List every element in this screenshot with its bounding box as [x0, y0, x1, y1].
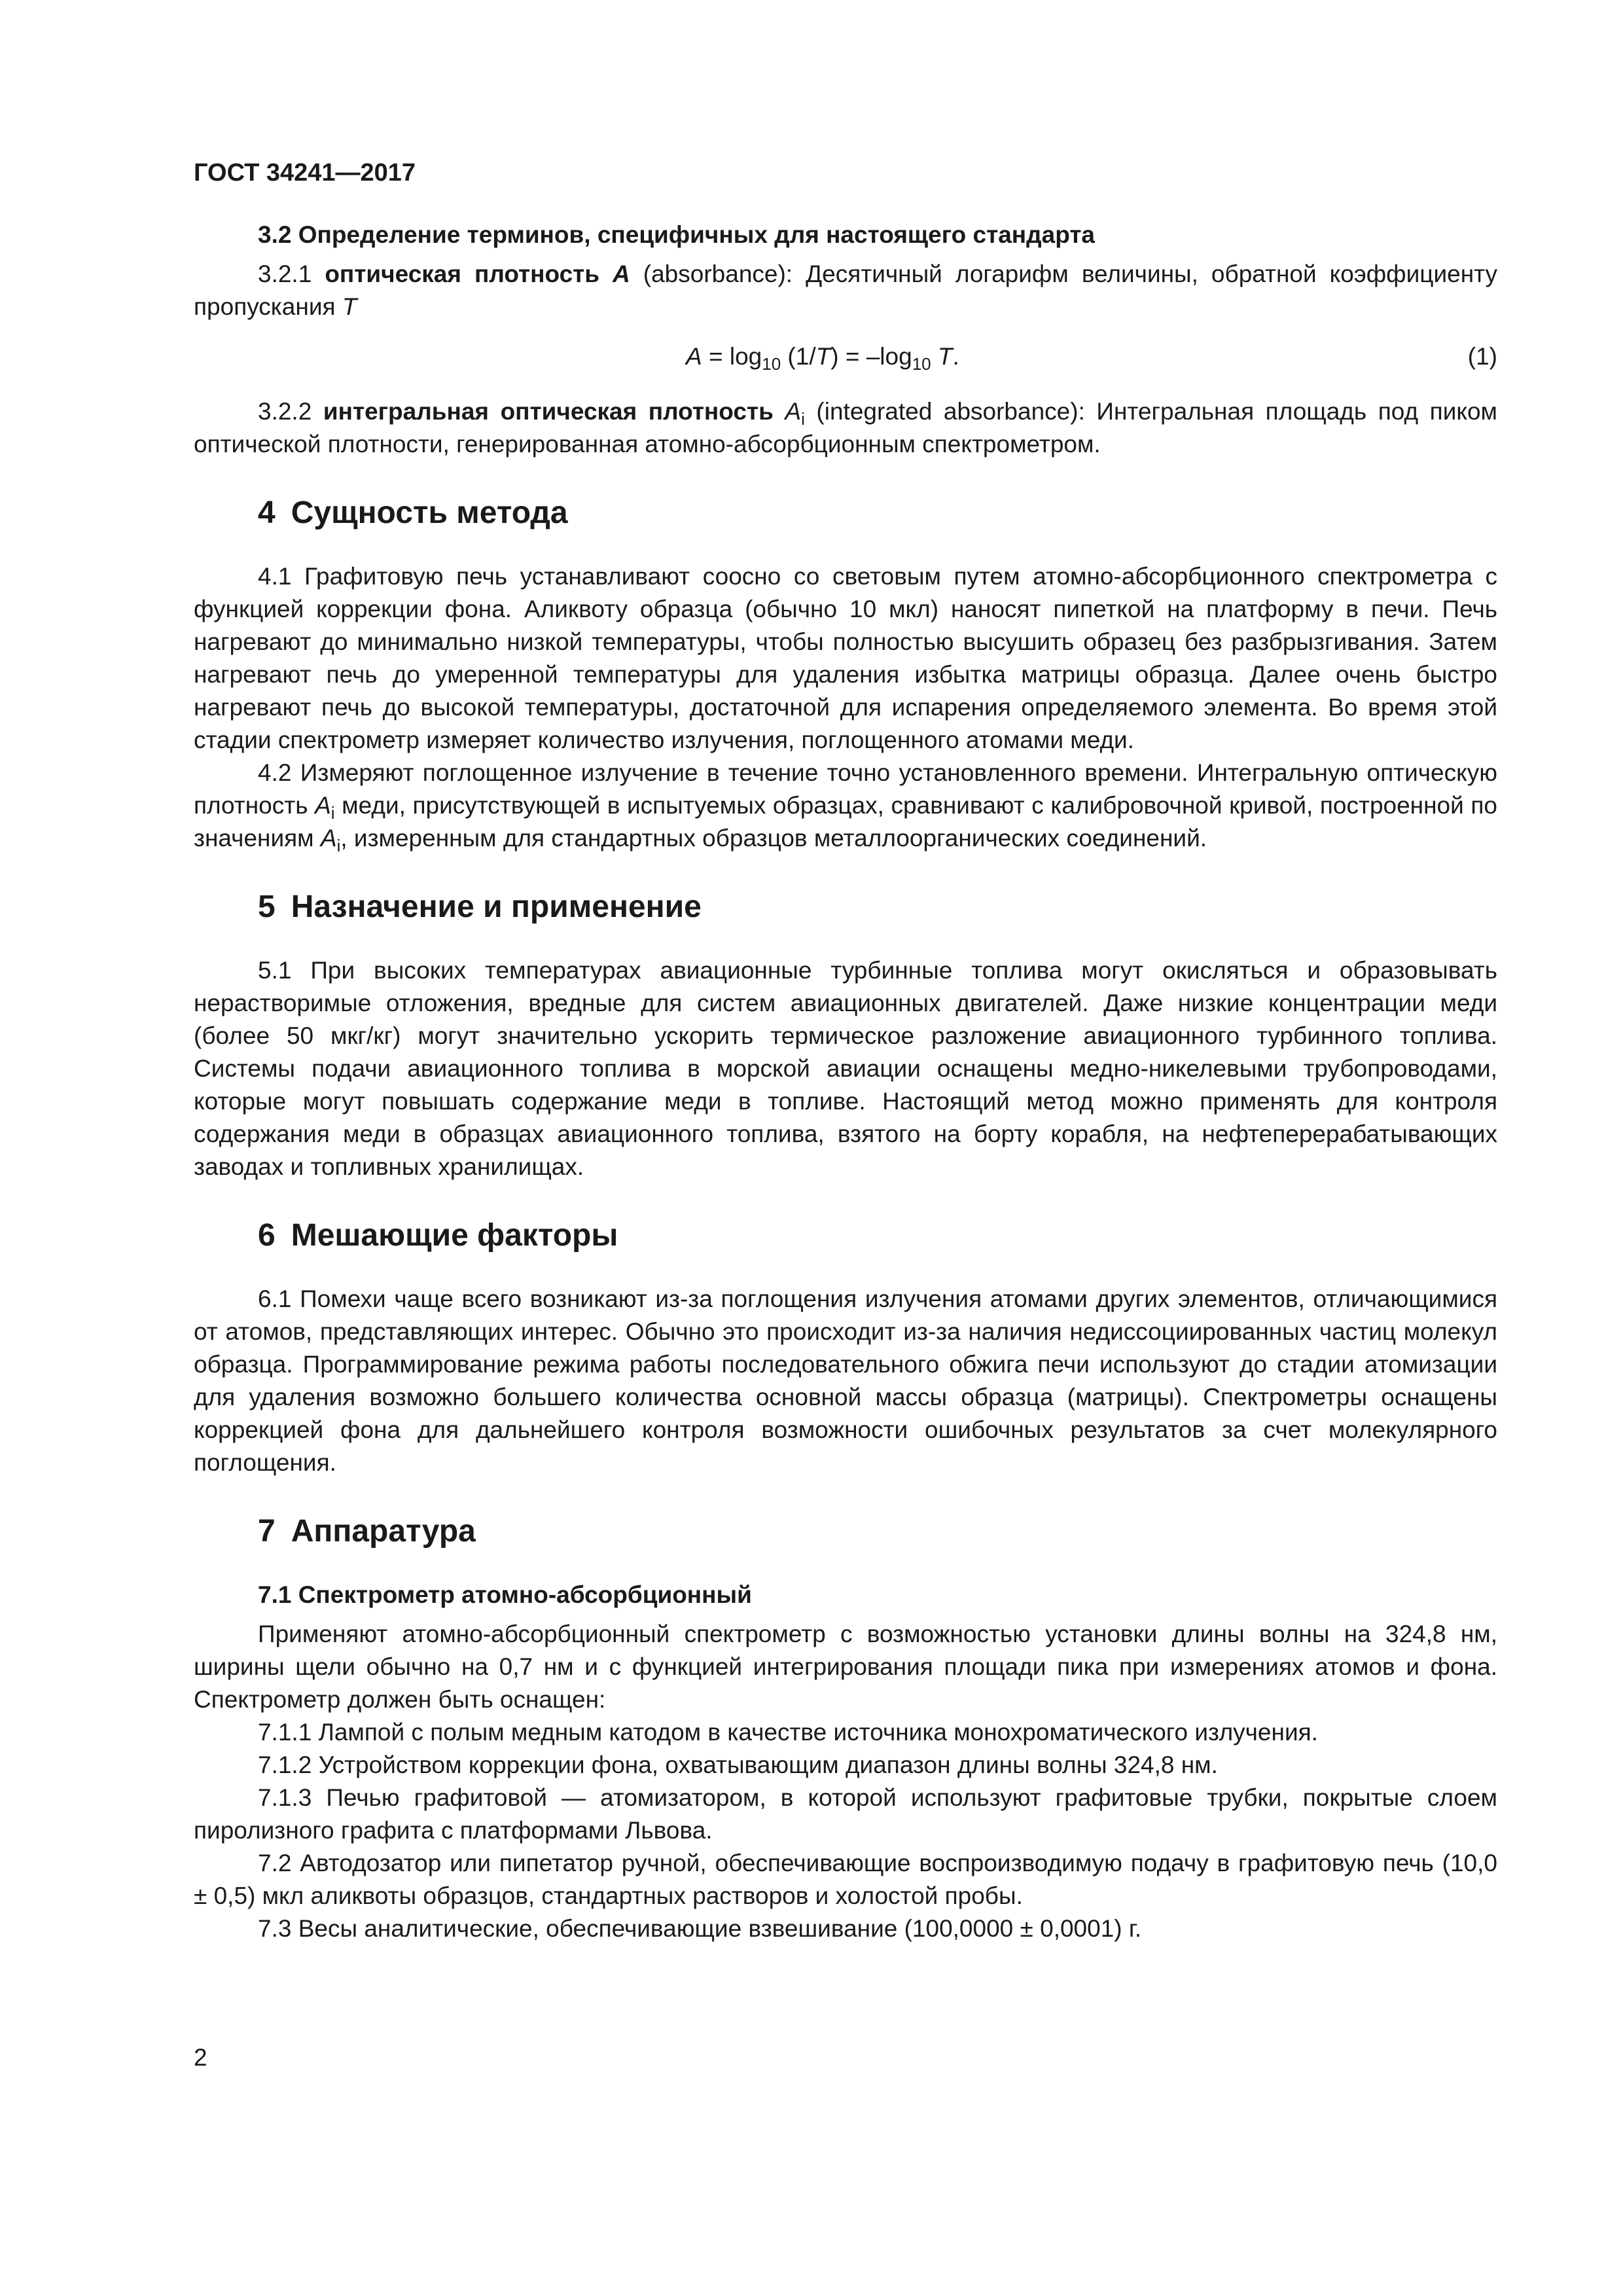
formula-part: (1/: [781, 343, 816, 370]
paragraph-6-1: 6.1 Помехи чаще всего возникают из-за поглощения излучения атомами других элементов, отличающимися от атомов, представляющих интерес. Обычно это происходит из-за наличия недиссоциированных частиц молекул образца. Программирование режима работы последовательного обжига печи используют до стадии атомизации для удаления возможно большего количества основной массы образца (матрицы). Спектрометры оснащены коррекцией фона для дальнейшего контроля возможности ошибочных результатов за счет молекулярного поглощения.: [194, 1285, 1497, 1476]
text: 4.2 Измеряют поглощенное излучение в течение точно установленного времени. Интегральную оптическую плотность: [194, 759, 1497, 819]
formula-1: [194, 340, 1497, 373]
section-4-heading: [258, 493, 1497, 533]
document-code: ГОСТ 34241—2017: [194, 159, 416, 187]
formula-symbol: Т: [937, 343, 953, 370]
paragraph-7-2: 7.2 Автодозатор или пипетатор ручной, обеспечивающие воспроизводимую подачу в графитовую печь (10,0 ± 0,5) мкл аликвоты образцов, стандартных растворов и холостой пробы.: [194, 1850, 1497, 1909]
formula-symbol: Т: [815, 343, 831, 370]
subsection-7-1-heading: 7.1 Спектрометр атомно-абсорбционный: [258, 1581, 752, 1608]
section-title: Аппаратура: [291, 1514, 476, 1549]
paragraph-5-1: 5.1 При высоких температурах авиационные турбинные топлива могут окисляться и образовывать нерастворимые отложения, вредные для систем авиационных двигателей. Даже низкие концентрации меди (более 50 мкг/кг) могут значительно ускорить термическое разложение авиационного турбинного топлива. Системы подачи авиационного топлива в морской авиации оснащены медно-никелевыми трубопроводами, которые могут повышать содержание меди в топливе. Настоящий метод можно применять для контроля содержания меди в образцах авиационного топлива, взятого на борту корабля, на нефтеперерабатывающих заводах и топливных хранилищах.: [194, 957, 1497, 1180]
formula-part: [931, 343, 938, 370]
clause-number: 3.2.2: [258, 398, 323, 425]
section-number: 5: [258, 889, 276, 924]
definition-text: (absorbance): Десятичный логарифм величины, обратной коэффициенту пропускания: [194, 260, 1498, 320]
paragraph-7-1-1: 7.1.1 Лампой с полым медным катодом в качестве источника монохроматического излучения.: [258, 1719, 1318, 1746]
clause-number: 3.2.1: [258, 260, 325, 287]
section-number: 6: [258, 1218, 276, 1253]
section-5-heading: [258, 888, 1497, 927]
symbol: Т: [342, 293, 357, 320]
subsection-3-2-heading: 3.2 Определение терминов, специфичных для настоящего стандарта: [258, 221, 1096, 248]
formula-subscript: 10: [912, 354, 931, 374]
document-page: [194, 157, 1497, 1945]
symbol: А: [785, 398, 802, 425]
paragraph-4-1: 4.1 Графитовую печь устанавливают соосно со световым путем атомно-абсорбционного спектрометра с функцией коррекции фона. Аликвоту образца (обычно 10 мкл) наносят пипеткой на платформу в печи. Печь нагревают до минимально низкой температуры, чтобы полностью высушить образец без разбрызгивания. Затем нагревают печь до умеренной температуры для удаления избытка матрицы образца. Далее очень быстро нагревают печь до высокой температуры, достаточной для испарения определяемого элемента. Во время этой стадии спектрометр измеряет количество излучения, поглощенного атомами меди.: [194, 563, 1497, 753]
section-7-heading: [258, 1512, 1497, 1551]
section-title: Мешающие факторы: [291, 1218, 618, 1253]
paragraph-7-3: 7.3 Весы аналитические, обеспечивающие взвешивание (100,0000 ± 0,0001) г.: [258, 1915, 1142, 1942]
page-number: 2: [194, 2044, 207, 2071]
formula-expression: [686, 340, 959, 373]
section-title: Сущность метода: [291, 495, 568, 530]
symbol: А: [315, 792, 331, 819]
paragraph-4-2: [194, 757, 1497, 855]
paragraph-7-1-2: 7.1.2 Устройством коррекции фона, охватывающим диапазон длины волны 324,8 нм.: [258, 1751, 1218, 1778]
paragraph-7-1-3: 7.1.3 Печью графитовой — атомизатором, в которой используют графитовые трубки, покрытые слоем пиролизного графита с платформами Львова.: [194, 1784, 1497, 1844]
section-number: 7: [258, 1514, 276, 1549]
subscript: i: [801, 409, 805, 429]
paragraph-3-2-1: [194, 258, 1497, 323]
subscript: i: [330, 803, 335, 823]
text: меди, присутствующей в испытуемых образцах, сравнивают с калибровочной кривой, построенной по значениям: [194, 792, 1498, 852]
formula-subscript: 10: [762, 354, 781, 374]
formula-part: ) = –log: [830, 343, 912, 370]
definition-text: (integrated absorbance): Интегральная площадь под пиком оптической плотности, генерированная атомно-абсорбционным спектрометром.: [194, 398, 1497, 457]
section-6-heading: [258, 1216, 1497, 1255]
paragraph-3-2-2: [194, 395, 1497, 461]
text: , измеренным для стандартных образцов металлоорганических соединений.: [340, 825, 1207, 852]
formula-number: (1): [1467, 343, 1497, 370]
term: оптическая плотность: [325, 260, 613, 287]
formula-part: .: [952, 343, 959, 370]
subscript: i: [336, 836, 341, 855]
symbol: А: [320, 825, 337, 852]
paragraph-7-1: Применяют атомно-абсорбционный спектрометр с возможностью установки длины волны на 324,8 нм, ширины щели обычно на 0,7 нм и с функцией интегрирования площади пика при измерениях атомов и фона. Спектрометр должен быть оснащен:: [194, 1621, 1497, 1713]
section-title: Назначение и применение: [291, 889, 702, 924]
formula-symbol: А: [686, 343, 702, 370]
symbol: А: [613, 260, 630, 287]
formula-part: = log: [702, 343, 762, 370]
term: интегральная оптическая плотность: [323, 398, 785, 425]
section-number: 4: [258, 495, 276, 530]
